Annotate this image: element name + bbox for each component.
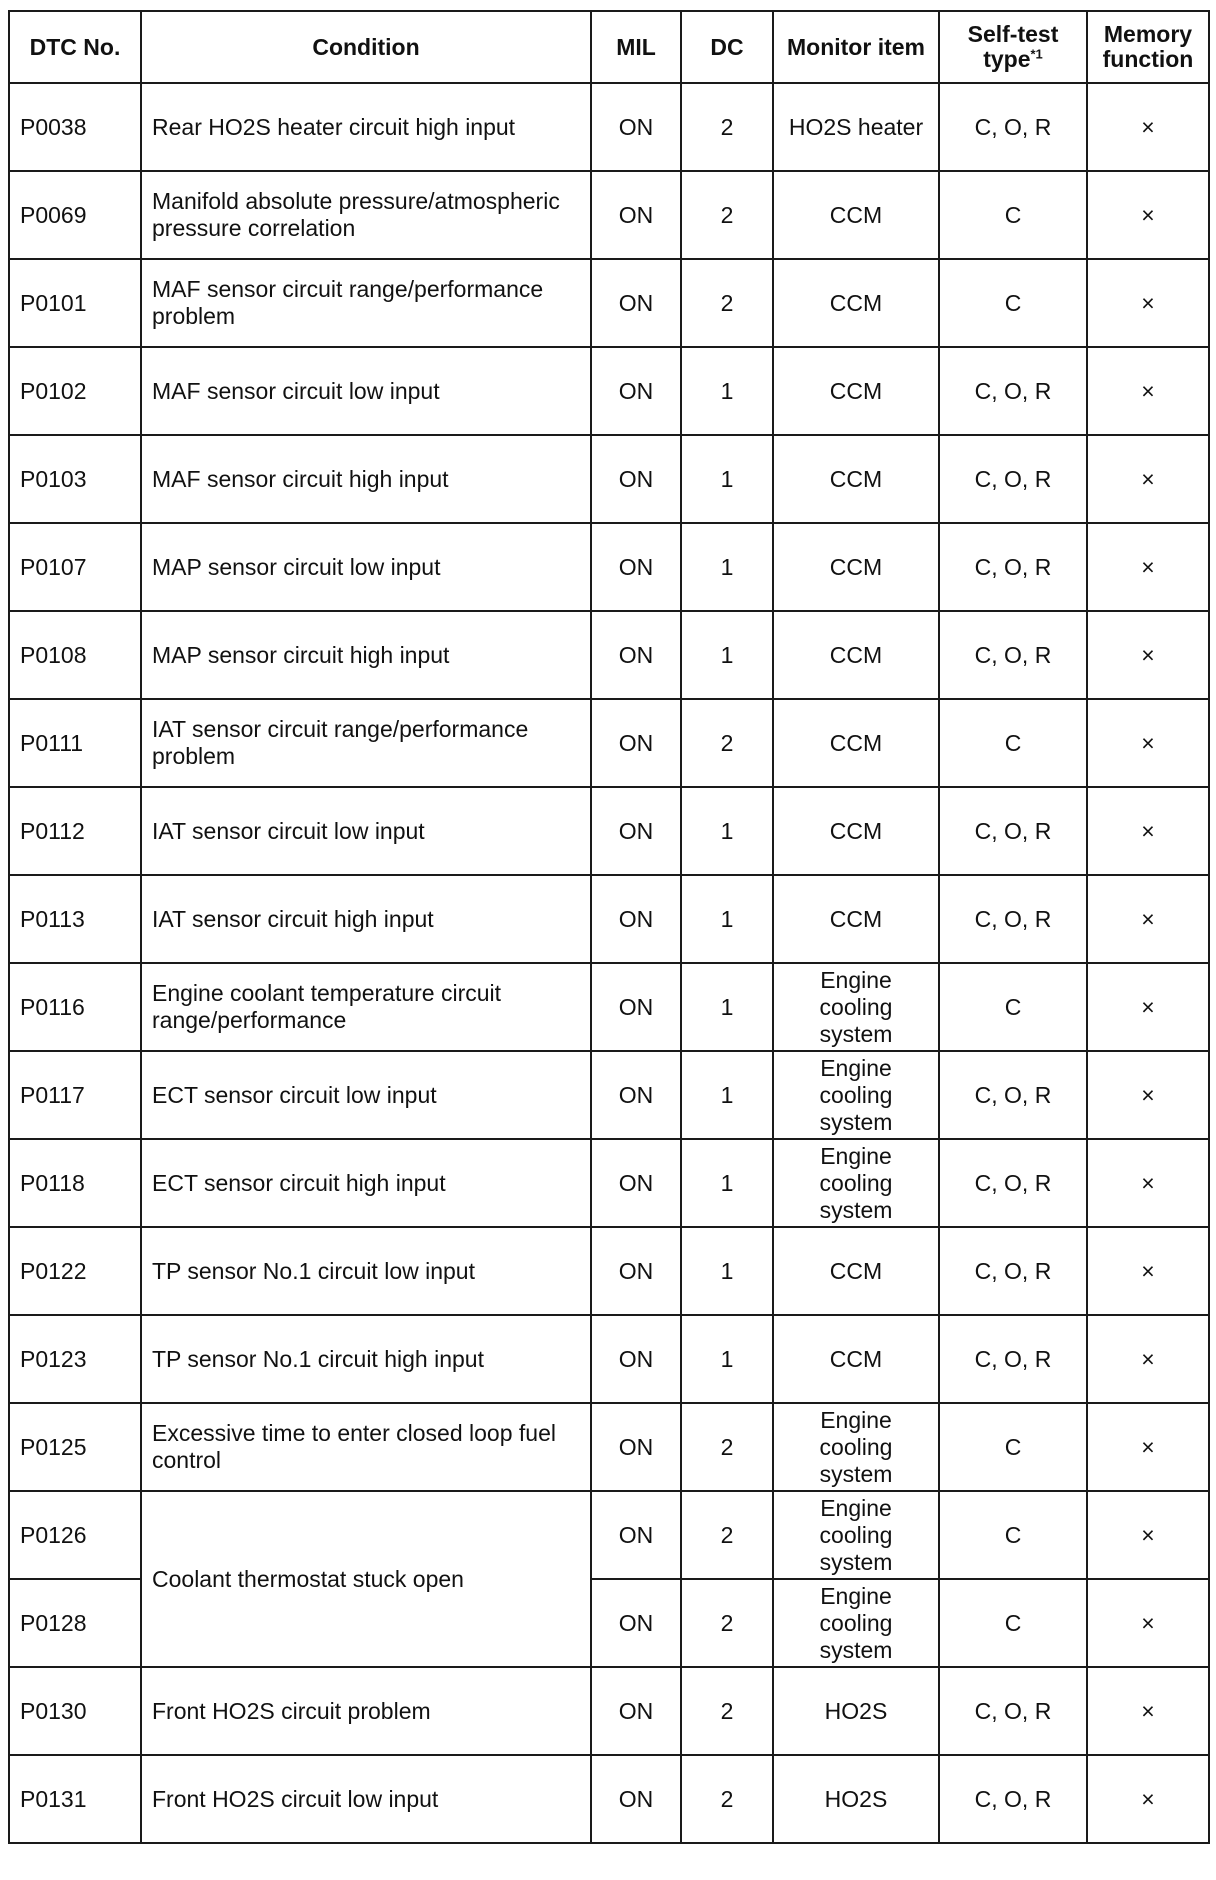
- table-row: [9, 1667, 1209, 1755]
- condition-cell: Engine coolant temperature circuit range/performance: [141, 963, 591, 1051]
- condition-cell: Front HO2S circuit problem: [141, 1667, 591, 1755]
- table-row: [9, 1491, 1209, 1579]
- mil-cell: ON: [591, 259, 681, 347]
- condition-cell: MAP sensor circuit low input: [141, 523, 591, 611]
- dc-cell: 1: [681, 435, 773, 523]
- monitor-item-cell: [773, 1051, 939, 1139]
- table-row: [9, 1139, 1209, 1227]
- memory-function-cell: ×: [1087, 1667, 1209, 1755]
- mil-cell: ON: [591, 171, 681, 259]
- mil-cell: ON: [591, 1667, 681, 1755]
- mil-cell: ON: [591, 787, 681, 875]
- table-row: [9, 171, 1209, 259]
- dtc-code-cell: P0118: [9, 1139, 141, 1227]
- self-test-type-cell: C, O, R: [939, 1755, 1087, 1843]
- self-test-type-cell: C: [939, 699, 1087, 787]
- monitor-item-text: Engine cooling system: [819, 966, 893, 1047]
- condition-cell: Manifold absolute pressure/atmospheric pressure correlation: [141, 171, 591, 259]
- monitor-item-text: CCM: [829, 729, 883, 756]
- dc-cell: 1: [681, 1227, 773, 1315]
- monitor-item-cell: [773, 1491, 939, 1579]
- monitor-item-text: CCM: [829, 289, 883, 316]
- memory-function-cell: ×: [1087, 611, 1209, 699]
- monitor-item-cell: [773, 1755, 939, 1843]
- self-test-type-cell: C: [939, 171, 1087, 259]
- dtc-code-cell: P0101: [9, 259, 141, 347]
- header-mil: MIL: [591, 11, 681, 83]
- condition-cell: IAT sensor circuit range/performance problem: [141, 699, 591, 787]
- monitor-item-text: CCM: [829, 817, 883, 844]
- dtc-table: [8, 10, 1210, 1844]
- monitor-item-cell: [773, 1403, 939, 1491]
- mil-cell: ON: [591, 1315, 681, 1403]
- self-test-type-cell: C, O, R: [939, 347, 1087, 435]
- monitor-item-cell: [773, 171, 939, 259]
- self-test-type-cell: C, O, R: [939, 523, 1087, 611]
- monitor-item-text: HO2S heater: [788, 113, 924, 140]
- monitor-item-cell: [773, 259, 939, 347]
- table-row: [9, 523, 1209, 611]
- dc-cell: 2: [681, 1403, 773, 1491]
- monitor-item-cell: [773, 963, 939, 1051]
- monitor-item-cell: [773, 1315, 939, 1403]
- mil-cell: ON: [591, 611, 681, 699]
- dc-cell: 2: [681, 1755, 773, 1843]
- table-row: [9, 83, 1209, 171]
- monitor-item-text: Engine cooling system: [819, 1054, 893, 1135]
- dc-cell: 1: [681, 1315, 773, 1403]
- dc-cell: 1: [681, 347, 773, 435]
- monitor-item-cell: [773, 1139, 939, 1227]
- monitor-item-cell: [773, 523, 939, 611]
- mil-cell: ON: [591, 435, 681, 523]
- dtc-code-cell: P0108: [9, 611, 141, 699]
- dc-cell: 1: [681, 611, 773, 699]
- condition-cell: Excessive time to enter closed loop fuel control: [141, 1403, 591, 1491]
- memory-function-cell: ×: [1087, 83, 1209, 171]
- monitor-item-text: Engine cooling system: [819, 1406, 893, 1487]
- monitor-item-cell: [773, 1579, 939, 1667]
- monitor-item-cell: [773, 611, 939, 699]
- dtc-code-cell: P0122: [9, 1227, 141, 1315]
- monitor-item-text: HO2S: [824, 1785, 888, 1812]
- table-row: [9, 435, 1209, 523]
- memory-function-cell: ×: [1087, 1139, 1209, 1227]
- monitor-item-text: CCM: [829, 201, 883, 228]
- dc-cell: 2: [681, 699, 773, 787]
- memory-function-cell: ×: [1087, 171, 1209, 259]
- memory-function-cell: ×: [1087, 1051, 1209, 1139]
- mil-cell: ON: [591, 699, 681, 787]
- table-row: [9, 1051, 1209, 1139]
- self-test-type-cell: C, O, R: [939, 875, 1087, 963]
- monitor-item-text: CCM: [829, 465, 883, 492]
- self-test-type-cell: C, O, R: [939, 1139, 1087, 1227]
- dtc-code-cell: P0126: [9, 1491, 141, 1579]
- monitor-item-text: HO2S: [824, 1697, 888, 1724]
- mil-cell: ON: [591, 523, 681, 611]
- condition-cell: Front HO2S circuit low input: [141, 1755, 591, 1843]
- memory-function-cell: ×: [1087, 963, 1209, 1051]
- mil-cell: ON: [591, 1139, 681, 1227]
- condition-cell: MAF sensor circuit high input: [141, 435, 591, 523]
- monitor-item-text: CCM: [829, 553, 883, 580]
- mil-cell: ON: [591, 1051, 681, 1139]
- memory-function-cell: ×: [1087, 523, 1209, 611]
- table-row: [9, 259, 1209, 347]
- self-test-type-cell: C: [939, 963, 1087, 1051]
- condition-cell: TP sensor No.1 circuit low input: [141, 1227, 591, 1315]
- dc-cell: 2: [681, 83, 773, 171]
- table-header-row: [9, 11, 1209, 83]
- self-test-type-cell: C, O, R: [939, 1667, 1087, 1755]
- condition-cell: Rear HO2S heater circuit high input: [141, 83, 591, 171]
- dtc-code-cell: P0130: [9, 1667, 141, 1755]
- dtc-code-cell: P0125: [9, 1403, 141, 1491]
- table-row: [9, 963, 1209, 1051]
- memory-function-cell: ×: [1087, 1579, 1209, 1667]
- memory-function-cell: ×: [1087, 259, 1209, 347]
- monitor-item-cell: [773, 1667, 939, 1755]
- dc-cell: 1: [681, 963, 773, 1051]
- monitor-item-text: CCM: [829, 905, 883, 932]
- header-dc: DC: [681, 11, 773, 83]
- header-self-test-footnote: *1: [1030, 46, 1043, 62]
- dc-cell: 1: [681, 1139, 773, 1227]
- dtc-code-cell: P0107: [9, 523, 141, 611]
- dc-cell: 2: [681, 171, 773, 259]
- self-test-type-cell: C: [939, 259, 1087, 347]
- monitor-item-text: CCM: [829, 377, 883, 404]
- header-self-test-type: [939, 11, 1087, 83]
- mil-cell: ON: [591, 1755, 681, 1843]
- header-memory-function: Memory function: [1087, 11, 1209, 83]
- monitor-item-text: Engine cooling system: [819, 1582, 893, 1663]
- mil-cell: ON: [591, 875, 681, 963]
- monitor-item-text: CCM: [829, 641, 883, 668]
- mil-cell: ON: [591, 963, 681, 1051]
- condition-cell: ECT sensor circuit high input: [141, 1139, 591, 1227]
- monitor-item-cell: [773, 435, 939, 523]
- mil-cell: ON: [591, 83, 681, 171]
- memory-function-cell: ×: [1087, 699, 1209, 787]
- mil-cell: ON: [591, 1227, 681, 1315]
- dtc-code-cell: P0117: [9, 1051, 141, 1139]
- dtc-code-cell: P0112: [9, 787, 141, 875]
- monitor-item-text: CCM: [829, 1345, 883, 1372]
- dtc-code-cell: P0038: [9, 83, 141, 171]
- dc-cell: 2: [681, 1667, 773, 1755]
- condition-cell: IAT sensor circuit low input: [141, 787, 591, 875]
- monitor-item-text: CCM: [829, 1257, 883, 1284]
- condition-cell: Coolant thermostat stuck open: [141, 1491, 591, 1667]
- memory-function-cell: ×: [1087, 787, 1209, 875]
- dtc-code-cell: P0123: [9, 1315, 141, 1403]
- table-row: [9, 1755, 1209, 1843]
- dtc-code-cell: P0103: [9, 435, 141, 523]
- mil-cell: ON: [591, 347, 681, 435]
- monitor-item-cell: [773, 699, 939, 787]
- dc-cell: 2: [681, 1579, 773, 1667]
- table-row: [9, 1227, 1209, 1315]
- header-self-test-label: Self-test type: [967, 21, 1059, 72]
- mil-cell: ON: [591, 1403, 681, 1491]
- self-test-type-cell: C, O, R: [939, 435, 1087, 523]
- dc-cell: 1: [681, 523, 773, 611]
- condition-cell: MAP sensor circuit high input: [141, 611, 591, 699]
- memory-function-cell: ×: [1087, 1403, 1209, 1491]
- memory-function-cell: ×: [1087, 1755, 1209, 1843]
- mil-cell: ON: [591, 1579, 681, 1667]
- dtc-code-cell: P0131: [9, 1755, 141, 1843]
- self-test-type-cell: C: [939, 1579, 1087, 1667]
- table-row: [9, 699, 1209, 787]
- memory-function-cell: ×: [1087, 1227, 1209, 1315]
- condition-cell: MAF sensor circuit range/performance problem: [141, 259, 591, 347]
- monitor-item-cell: [773, 83, 939, 171]
- header-monitor-item: Monitor item: [773, 11, 939, 83]
- self-test-type-cell: C: [939, 1403, 1087, 1491]
- condition-cell: ECT sensor circuit low input: [141, 1051, 591, 1139]
- memory-function-cell: ×: [1087, 347, 1209, 435]
- dc-cell: 2: [681, 1491, 773, 1579]
- condition-cell: MAF sensor circuit low input: [141, 347, 591, 435]
- self-test-type-cell: C: [939, 1491, 1087, 1579]
- header-dtc-no: DTC No.: [9, 11, 141, 83]
- header-condition: Condition: [141, 11, 591, 83]
- dtc-code-cell: P0128: [9, 1579, 141, 1667]
- self-test-type-cell: C, O, R: [939, 1051, 1087, 1139]
- self-test-type-cell: C, O, R: [939, 787, 1087, 875]
- dtc-code-cell: P0069: [9, 171, 141, 259]
- self-test-type-cell: C, O, R: [939, 1315, 1087, 1403]
- dtc-code-cell: P0116: [9, 963, 141, 1051]
- table-row: [9, 787, 1209, 875]
- dc-cell: 1: [681, 1051, 773, 1139]
- monitor-item-cell: [773, 875, 939, 963]
- dtc-code-cell: P0113: [9, 875, 141, 963]
- table-row: [9, 611, 1209, 699]
- dc-cell: 1: [681, 787, 773, 875]
- memory-function-cell: ×: [1087, 1491, 1209, 1579]
- monitor-item-text: Engine cooling system: [819, 1494, 893, 1575]
- condition-cell: IAT sensor circuit high input: [141, 875, 591, 963]
- condition-cell: TP sensor No.1 circuit high input: [141, 1315, 591, 1403]
- self-test-type-cell: C, O, R: [939, 611, 1087, 699]
- memory-function-cell: ×: [1087, 435, 1209, 523]
- monitor-item-cell: [773, 347, 939, 435]
- memory-function-cell: ×: [1087, 1315, 1209, 1403]
- dtc-table-page: [8, 10, 1208, 1844]
- mil-cell: ON: [591, 1491, 681, 1579]
- dtc-table-body: [9, 83, 1209, 1843]
- table-row: [9, 347, 1209, 435]
- self-test-type-cell: C, O, R: [939, 1227, 1087, 1315]
- self-test-type-cell: C, O, R: [939, 83, 1087, 171]
- dc-cell: 1: [681, 875, 773, 963]
- monitor-item-cell: [773, 1227, 939, 1315]
- memory-function-cell: ×: [1087, 875, 1209, 963]
- dtc-code-cell: P0111: [9, 699, 141, 787]
- table-row: [9, 1403, 1209, 1491]
- dc-cell: 2: [681, 259, 773, 347]
- dtc-code-cell: P0102: [9, 347, 141, 435]
- monitor-item-text: Engine cooling system: [819, 1142, 893, 1223]
- table-row: [9, 875, 1209, 963]
- table-row: [9, 1315, 1209, 1403]
- monitor-item-cell: [773, 787, 939, 875]
